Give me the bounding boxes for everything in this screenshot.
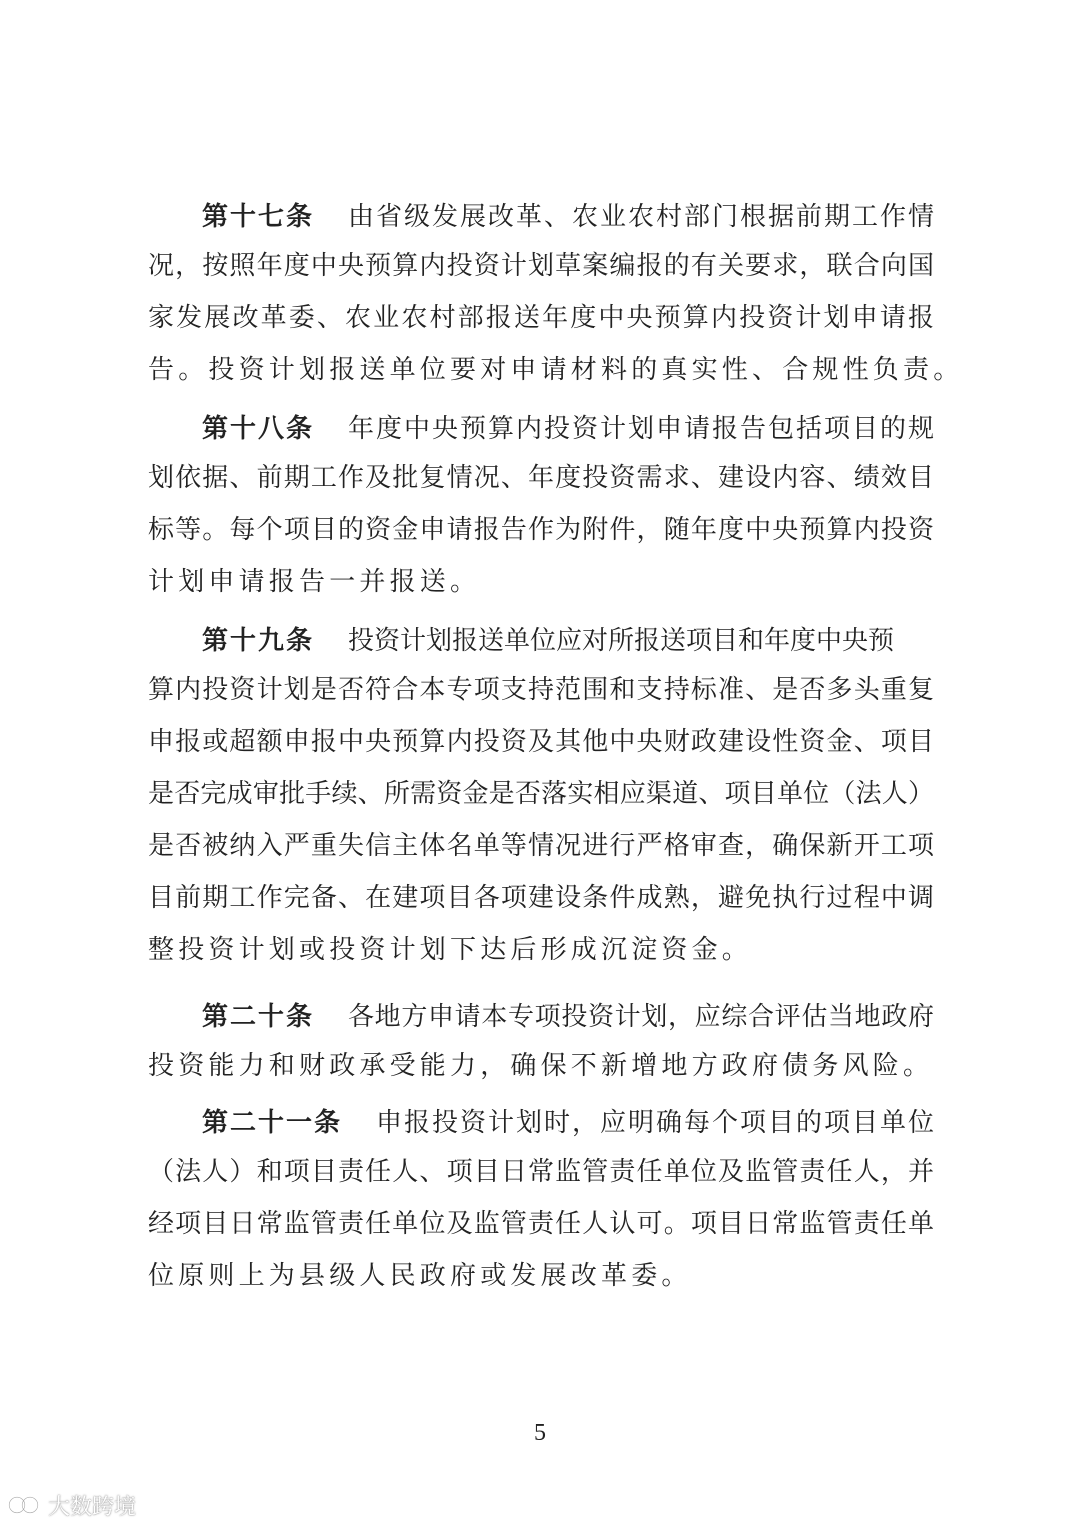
article-text: 年度中央预算内投资计划申请报告包括项目的规 xyxy=(348,413,934,444)
article-20 xyxy=(148,988,934,1092)
article-text-line: 是否被纳入严重失信主体名单等情况进行严格审查，确保新开工项 xyxy=(148,831,934,861)
article-first-line xyxy=(148,988,934,1040)
article-first-line xyxy=(148,1094,934,1146)
article-text-line: 位原则上为县级人民政府或发展改革委。 xyxy=(148,1261,692,1291)
article-first-line xyxy=(148,400,934,452)
article-text-line: 经项目日常监管责任单位及监管责任人认可。项目日常监管责任单 xyxy=(148,1209,934,1239)
page-number: 5 xyxy=(534,1420,546,1446)
article-first-line xyxy=(148,188,934,240)
article-18 xyxy=(148,400,934,608)
article-first-line xyxy=(148,612,934,664)
article-text-line: 况，按照年度中央预算内投资计划草案编报的有关要求，联合向国 xyxy=(148,251,934,281)
article-text: 投资计划报送单位应对所报送项目和年度中央预 xyxy=(348,625,895,656)
article-text-line: 是否完成审批手续、所需资金是否落实相应渠道、项目单位（法人） xyxy=(148,779,934,809)
article-19 xyxy=(148,612,934,976)
article-21 xyxy=(148,1094,934,1302)
article-text: 申报投资计划时，应明确每个项目的项目单位 xyxy=(376,1107,934,1138)
article-text-line: 申报或超额申报中央预算内投资及其他中央财政建设性资金、项目 xyxy=(148,727,934,757)
article-text-line: 家发展改革委、农业农村部报送年度中央预算内投资计划申请报 xyxy=(148,303,934,333)
article-text: 由省级发展改革、农业农村部门根据前期工作情 xyxy=(348,201,934,232)
article-text-line: 计划申请报告一并报送。 xyxy=(148,567,481,597)
article-text-line: 目前期工作完备、在建项目各项建设条件成熟，避免执行过程中调 xyxy=(148,883,934,913)
article-title: 第二十一条 xyxy=(202,1107,343,1138)
article-17 xyxy=(148,188,964,396)
watermark xyxy=(8,1490,136,1520)
article-text: 各地方申请本专项投资计划，应综合评估当地政府 xyxy=(348,1001,934,1032)
article-title: 第十七条 xyxy=(202,201,315,232)
article-text-line: 投资能力和财政承受能力，确保不新增地方政府债务风险。 xyxy=(148,1051,934,1081)
article-text-line: 整投资计划或投资计划下达后形成沉淀资金。 xyxy=(148,935,753,965)
article-text-line: 划依据、前期工作及批复情况、年度投资需求、建设内容、绩效目 xyxy=(148,463,934,493)
article-title: 第二十条 xyxy=(202,1001,315,1032)
article-text-line: 告。投资计划报送单位要对申请材料的真实性、合规性负责。 xyxy=(148,355,964,385)
article-text-line: 算内投资计划是否符合本专项支持范围和支持标准、是否多头重复 xyxy=(148,675,934,705)
article-title: 第十九条 xyxy=(202,625,315,656)
watermark-text: 大数跨境 xyxy=(48,1494,137,1520)
article-text-line: 标等。每个项目的资金申请报告作为附件，随年度中央预算内投资 xyxy=(148,515,934,545)
watermark-logo-icon xyxy=(8,1494,42,1516)
article-text-line: （法人）和项目责任人、项目日常监管责任单位及监管责任人，并 xyxy=(148,1157,934,1187)
article-title: 第十八条 xyxy=(202,413,315,444)
